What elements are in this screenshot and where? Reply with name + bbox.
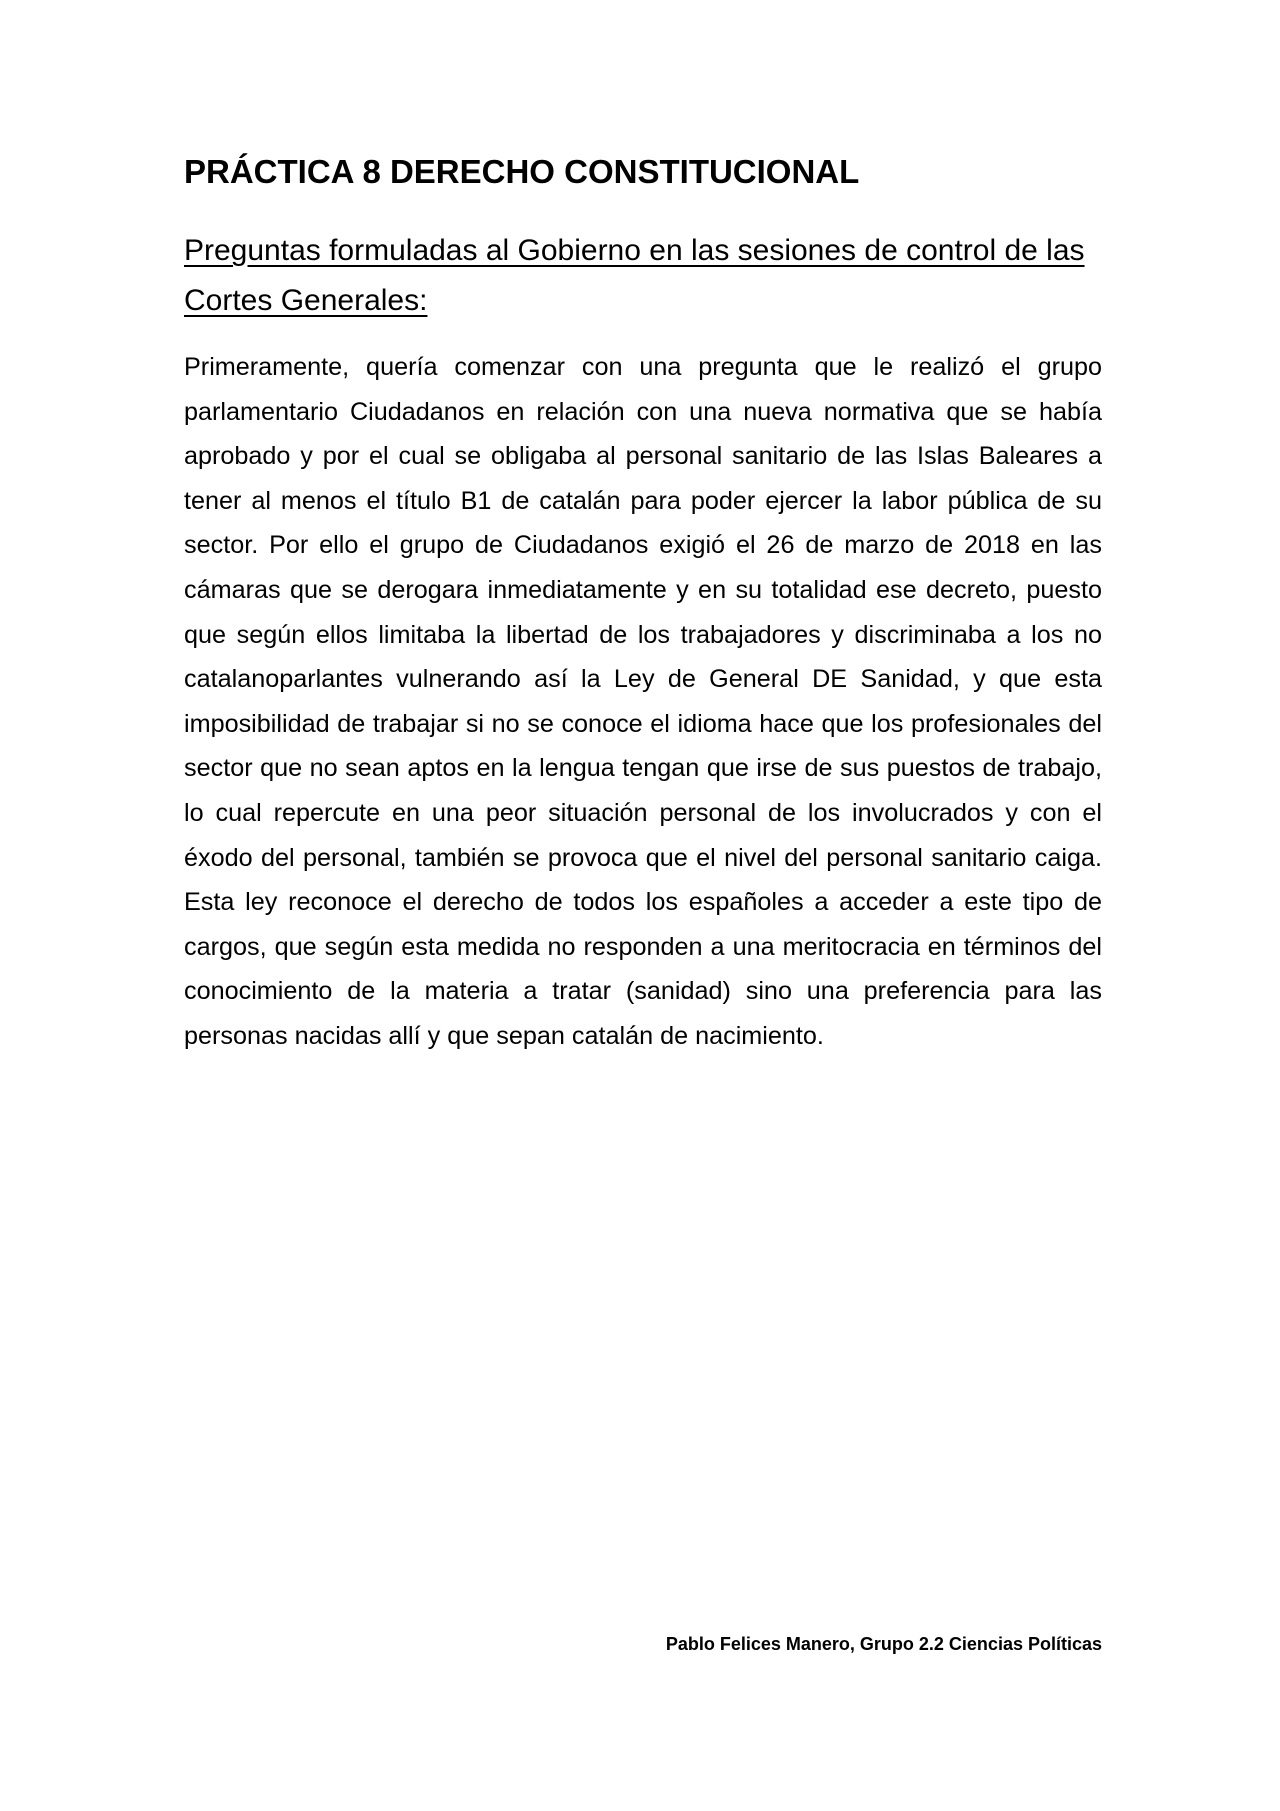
body-paragraph: Primeramente, quería comenzar con una pregunta que le realizó el grupo parlamentario Ciudadanos en relación con una nueva normativa que se había aprobado y por el cual se obligaba al personal sanitario de las Islas Baleares a tener al menos el título B1 de catalán para poder ejercer la labor pública de su sector. Por ello el grupo de Ciudadanos exigió el 26 de marzo de 2018 en las cámaras que se derogara inmediatamente y en su totalidad ese decreto, puesto que según ellos limitaba la libertad de los trabajadores y discriminaba a los no catalanoparlantes vulnerando así la Ley de General DE Sanidad, y que esta imposibilidad de trabajar si no se conoce el idioma hace que los profesionales del sector que no sean aptos en la lengua tengan que irse de sus puestos de trabajo, lo cual repercute en una peor situación personal de los involucrados y con el éxodo del personal, también se provoca que el nivel del personal sanitario caiga. Esta ley reconoce el derecho de todos los españoles a acceder a este tipo de cargos, que según esta medida no responden a una meritocracia en términos del conocimiento de la materia a tratar (sanidad) sino una preferencia para las personas nacidas allí y que sepan catalán de nacimiento. bbox=[184, 353, 1102, 1050]
document-title: PRÁCTICA 8 DERECHO CONSTITUCIONAL bbox=[184, 153, 860, 190]
section-heading: Preguntas formuladas al Gobierno en las sesiones de control de las Cortes Generales: bbox=[184, 234, 1085, 317]
author-footer: Pablo Felices Manero, Grupo 2.2 Ciencias Políticas bbox=[665, 1634, 1102, 1654]
